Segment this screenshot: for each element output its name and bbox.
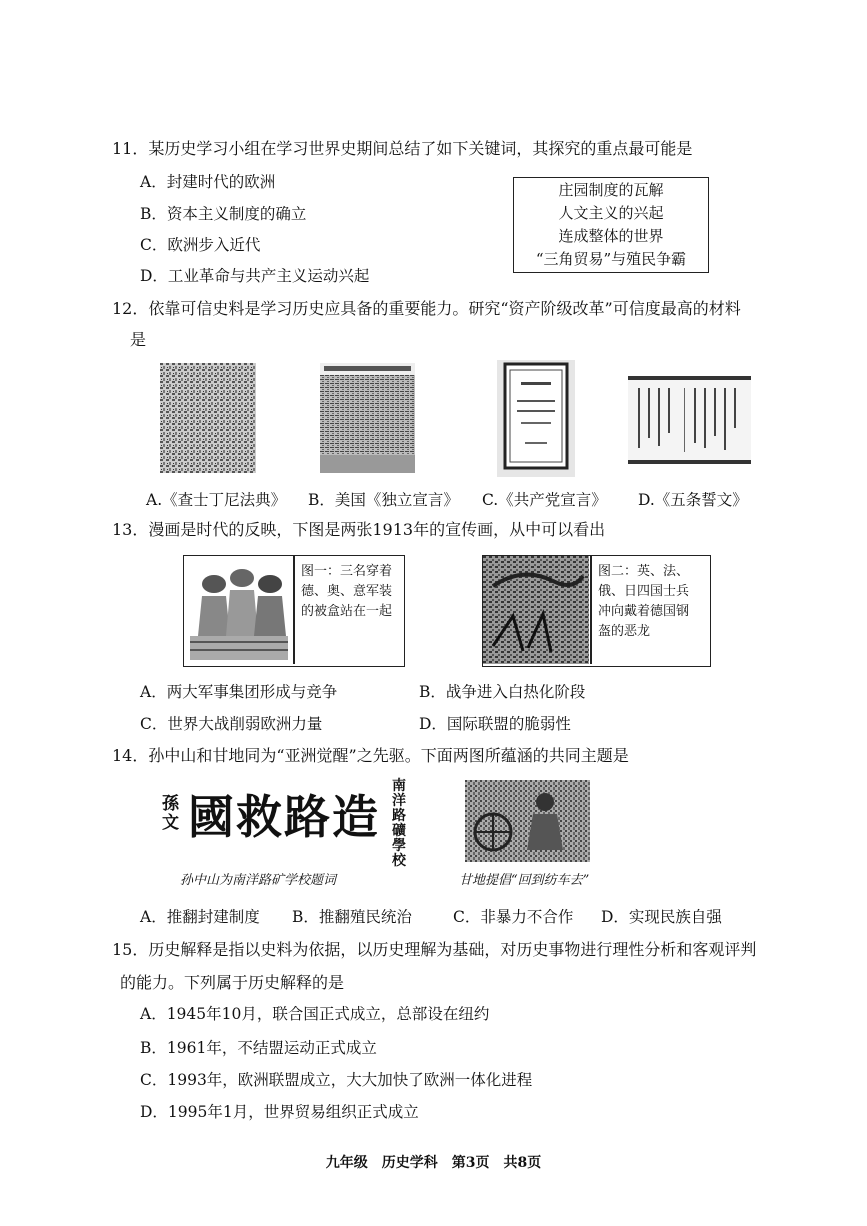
calligraphy-side-text: 南洋路礦學校 [392,778,406,869]
justinian-code-image [160,363,256,473]
q14-option-a: A．推翻封建制度 [140,908,260,926]
q14-option-b: B．推翻殖民统治 [292,908,412,926]
q15-option-d: D．1995年1月，世界贸易组织正式成立 [140,1103,419,1121]
page-footer: 九年级 历史学科 第3页 共8页 [325,1155,542,1171]
three-soldiers-illustration [184,556,292,664]
charter-oath-image [628,376,751,464]
gandhi-spinning-wheel-photo [465,780,590,862]
q14-stem: 14．孙中山和甘地同为“亚洲觉醒”之先驱。下面两图所蕴涵的共同主题是 [112,746,629,765]
keyword-3: 连成整体的世界 [558,227,664,245]
q12-option-a: A.《查士丁尼法典》 [146,491,287,509]
keyword-4: “三角贸易”与殖民争霸 [535,250,687,268]
q12-option-b: B．美国《独立宣言》 [308,491,459,509]
q15-option-a: A．1945年10月，联合国正式成立，总部设在纽约 [140,1005,490,1023]
q13-stem: 13．漫画是时代的反映，下图是两张1913年的宣传画，从中可以看出 [112,520,606,539]
figure-divider [590,556,592,664]
q13-figure-1 [183,555,405,667]
q14-caption-left: 孙中山为南洋路矿学校题词 [180,873,337,888]
q13-figure-2 [482,555,711,667]
keyword-1: 庄园制度的瓦解 [558,181,664,199]
q13-option-c: C．世界大战削弱欧洲力量 [140,715,323,733]
soldiers-charging-dragon-illustration [483,556,589,664]
q13-option-b: B．战争进入白热化阶段 [419,683,586,701]
q14-caption-right: 甘地提倡“回到纺车去” [459,873,590,888]
q14-option-d: D．实现民族自强 [601,908,722,926]
q13-option-d: D．国际联盟的脆弱性 [419,715,571,733]
q11-option-c: C．欧洲步入近代 [140,236,261,254]
q11-option-a: A．封建时代的欧洲 [140,173,276,191]
q13-caption-2: 图二：英、法、俄、日四国士兵冲向戴着德国钢盔的恶龙 [598,564,690,639]
q12-stem-line1: 12．依靠可信史料是学习历史应具备的重要能力。研究“资产阶级改革”可信度最高的材料 [112,299,741,318]
q11-option-b: B．资本主义制度的确立 [140,205,307,223]
q11-stem: 11．某历史学习小组在学习世界史期间总结了如下关键词，其探究的重点最可能是 [112,139,693,158]
q12-option-c: C.《共产党宣言》 [482,491,607,509]
q15-option-c: C．1993年，欧洲联盟成立，大大加快了欧洲一体化进程 [140,1071,533,1089]
q11-option-d: D．工业革命与共产主义运动兴起 [140,267,370,285]
q12-option-d: D.《五条誓文》 [638,491,748,509]
calligraphy-main-text: 國救路造 [188,790,380,844]
q15-stem-line1: 15．历史解释是指以史料为依据，以历史理解为基础，对历史事物进行理性分析和客观评判 [112,940,757,959]
communist-manifesto-image [497,360,575,477]
q14-option-c: C．非暴力不合作 [453,908,574,926]
q13-option-a: A．两大军事集团形成与竞争 [140,683,338,701]
calligraphy-signature: 孫文 [162,794,179,833]
q15-stem-line2: 的能力。下列属于历史解释的是 [120,973,345,992]
q11-keyword-box [513,177,709,273]
declaration-of-independence-image [320,363,415,473]
sun-yatsen-calligraphy [160,775,410,867]
figure-divider [293,556,295,664]
q15-option-b: B．1961年，不结盟运动正式成立 [140,1039,377,1057]
q12-stem-line2: 是 [130,330,147,349]
keyword-2: 人文主义的兴起 [558,204,664,222]
q13-caption-1: 图一：三名穿着德、奥、意军装的被盒站在一起 [301,564,393,619]
